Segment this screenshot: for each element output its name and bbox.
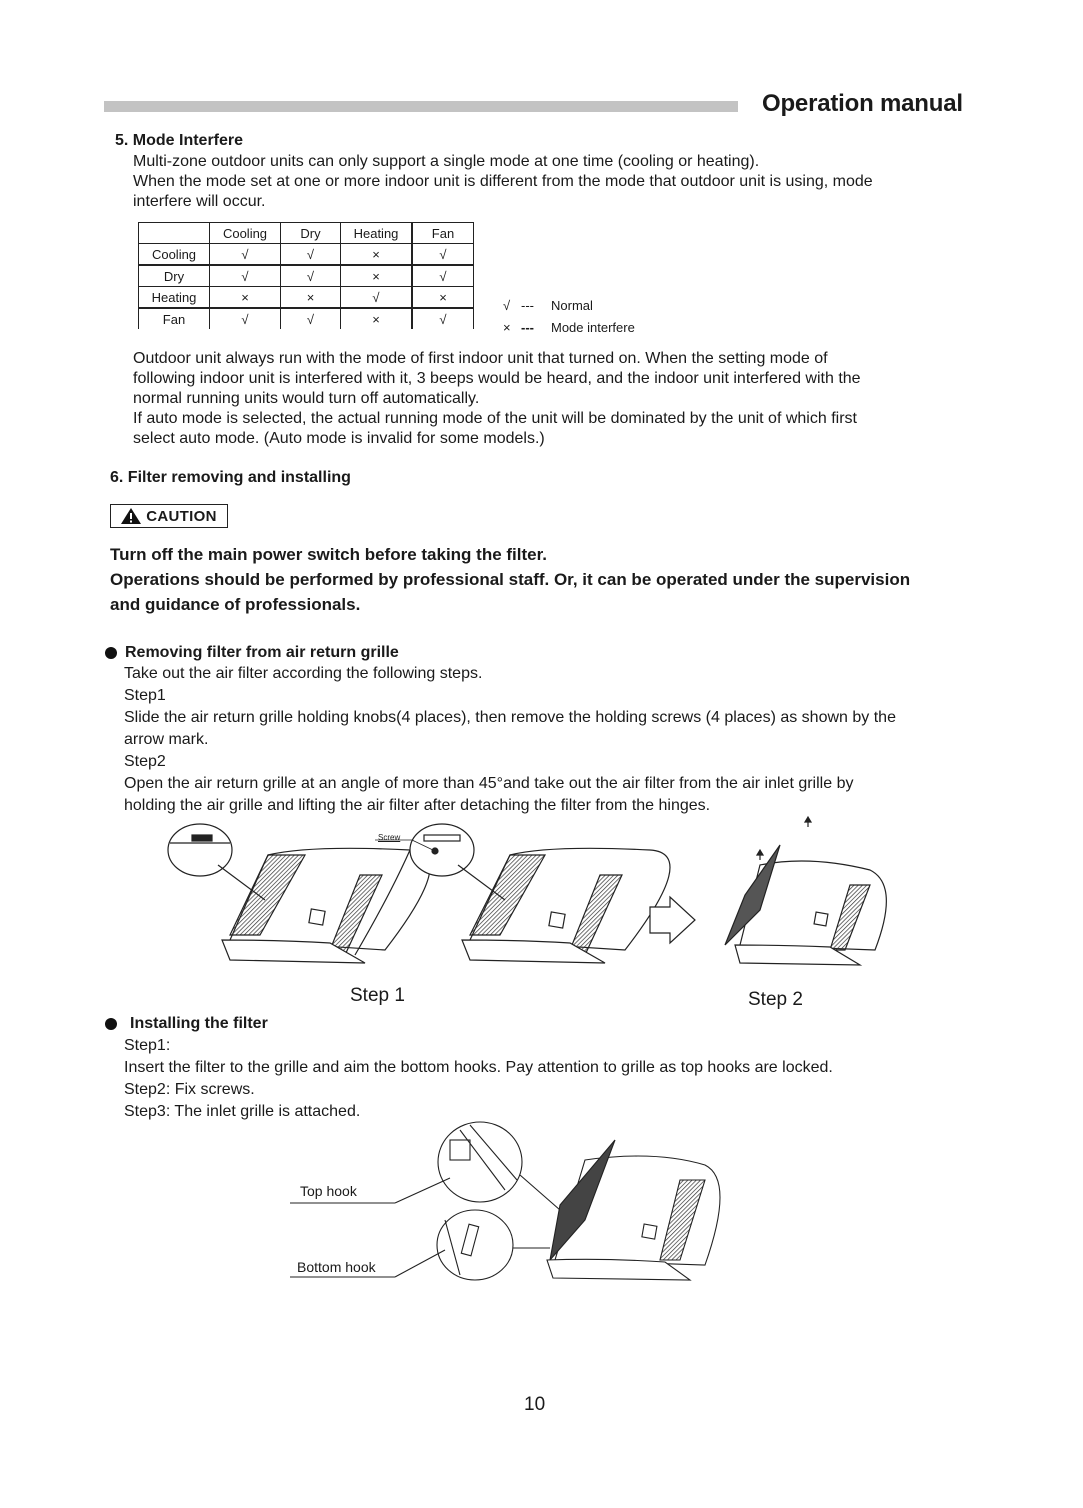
- table-cell: √: [281, 244, 341, 266]
- table-cell: ×: [210, 287, 281, 309]
- table-row: [139, 244, 474, 266]
- bullet-icon: [105, 1018, 117, 1030]
- step-line: Step2: Fix screws.: [124, 1081, 255, 1098]
- legend-item-normal: √ --- Normal: [503, 295, 635, 317]
- table-cell: ×: [341, 244, 413, 266]
- body-line: following indoor unit is interfered with it, 3 beeps would be heard, and the indoor unit interfered with the: [133, 370, 861, 387]
- step-line: holding the air grille and lifting the air filter after detaching the filter from the hinges.: [124, 797, 711, 814]
- removing-filter-illustration: [160, 815, 900, 975]
- step-line: Step3: The inlet grille is attached.: [124, 1103, 361, 1120]
- mode-interfere-table: [138, 222, 474, 329]
- column-header: Dry: [281, 223, 341, 244]
- bottom-hook-label: Bottom hook: [297, 1259, 376, 1275]
- row-header: Heating: [139, 287, 210, 309]
- column-header: Heating: [341, 223, 413, 244]
- table-cell: √: [412, 265, 474, 287]
- body-line: select auto mode. (Auto mode is invalid for some models.): [133, 430, 545, 447]
- step-line: Insert the filter to the grille and aim the bottom hooks. Pay attention to grille as top hooks are locked.: [124, 1059, 833, 1076]
- section-5-intro: [133, 152, 873, 212]
- cross-mark-icon: ×: [503, 320, 511, 335]
- body-line: normal running units would turn off automatically.: [133, 390, 480, 407]
- table-cell: ×: [412, 287, 474, 309]
- section-5-body: [133, 349, 861, 449]
- table-row: [139, 308, 474, 329]
- warning-line: Operations should be performed by professional staff. Or, it can be operated under the supervision: [110, 570, 911, 589]
- intro-line: When the mode set at one or more indoor unit is different from the mode that outdoor unit is using, mode: [133, 173, 873, 190]
- table-cell: √: [412, 244, 474, 266]
- unit-installing-icon: [547, 1140, 720, 1280]
- step-line: arrow mark.: [124, 731, 209, 748]
- row-header: Cooling: [139, 244, 210, 266]
- table-cell: ×: [341, 308, 413, 329]
- caution-label: CAUTION: [146, 507, 217, 525]
- unit-step1a-icon: [168, 824, 430, 963]
- warning-line: and guidance of professionals.: [110, 595, 361, 614]
- screw-callout: Screw: [378, 833, 401, 842]
- table-cell: ×: [281, 287, 341, 309]
- table-cell: √: [412, 308, 474, 329]
- page-title: Operation manual: [762, 90, 963, 117]
- step-line: Step1:: [124, 1037, 171, 1054]
- legend-item-interfere: × --- Mode interfere: [503, 317, 635, 339]
- removing-heading: Removing filter from air return grille: [125, 644, 399, 661]
- step-line: Open the air return grille at an angle of more than 45°and take out the air filter from the air inlet grille by: [124, 775, 854, 792]
- table-row: [139, 287, 474, 309]
- removing-heading-row: [105, 644, 399, 662]
- unit-step2-icon: [725, 817, 886, 965]
- removing-steps: [124, 663, 896, 817]
- table-header-row: [139, 223, 474, 244]
- check-mark-icon: √: [503, 298, 511, 313]
- column-header: Cooling: [210, 223, 281, 244]
- column-header: Fan: [412, 223, 474, 244]
- table-cell: √: [281, 308, 341, 329]
- bullet-icon: [105, 647, 117, 659]
- step-line: Slide the air return grille holding knobs(4 places), then remove the holding screws (4 places) as shown by the: [124, 709, 896, 726]
- top-hook-label: Top hook: [300, 1183, 357, 1199]
- section-5-heading: 5. Mode Interfere: [115, 132, 244, 149]
- table-cell: √: [341, 287, 413, 309]
- header-bar: [104, 101, 738, 112]
- body-line: Outdoor unit always run with the mode of first indoor unit that turned on. When the setting mode of: [133, 350, 828, 367]
- row-header: Dry: [139, 265, 210, 287]
- installing-heading: Installing the filter: [130, 1015, 268, 1032]
- section-6-heading: 6. Filter removing and installing: [110, 469, 351, 486]
- step-2-label: Step 2: [748, 989, 803, 1010]
- table-cell: ×: [341, 265, 413, 287]
- caution-warnings: [110, 542, 910, 617]
- table-row: [139, 265, 474, 287]
- table-cell: √: [210, 308, 281, 329]
- page-number: 10: [524, 1394, 546, 1415]
- table-cell: √: [210, 244, 281, 266]
- installing-steps: [124, 1035, 833, 1123]
- intro-line: interfere will occur.: [133, 193, 266, 210]
- caution-badge: [110, 504, 228, 528]
- intro-line: Multi-zone outdoor units can only support a single mode at one time (cooling or heating).: [133, 153, 760, 170]
- table-cell: √: [210, 265, 281, 287]
- bottom-hook-detail-icon: [437, 1210, 513, 1280]
- top-hook-detail-icon: [438, 1122, 522, 1202]
- row-header: Fan: [139, 308, 210, 329]
- table-cell: √: [281, 265, 341, 287]
- step-line: Step2: [124, 753, 166, 770]
- table-corner-cell: [139, 223, 210, 244]
- installing-heading-row: [105, 1015, 268, 1033]
- step-1-label: Step 1: [350, 985, 405, 1006]
- step-line: Take out the air filter according the following steps.: [124, 665, 483, 682]
- table-legend: [503, 295, 635, 339]
- step-line: Step1: [124, 687, 166, 704]
- body-line: If auto mode is selected, the actual running mode of the unit will be dominated by the unit of which first: [133, 410, 857, 427]
- warning-triangle-icon: [121, 508, 141, 524]
- warning-line: Turn off the main power switch before taking the filter.: [110, 545, 548, 564]
